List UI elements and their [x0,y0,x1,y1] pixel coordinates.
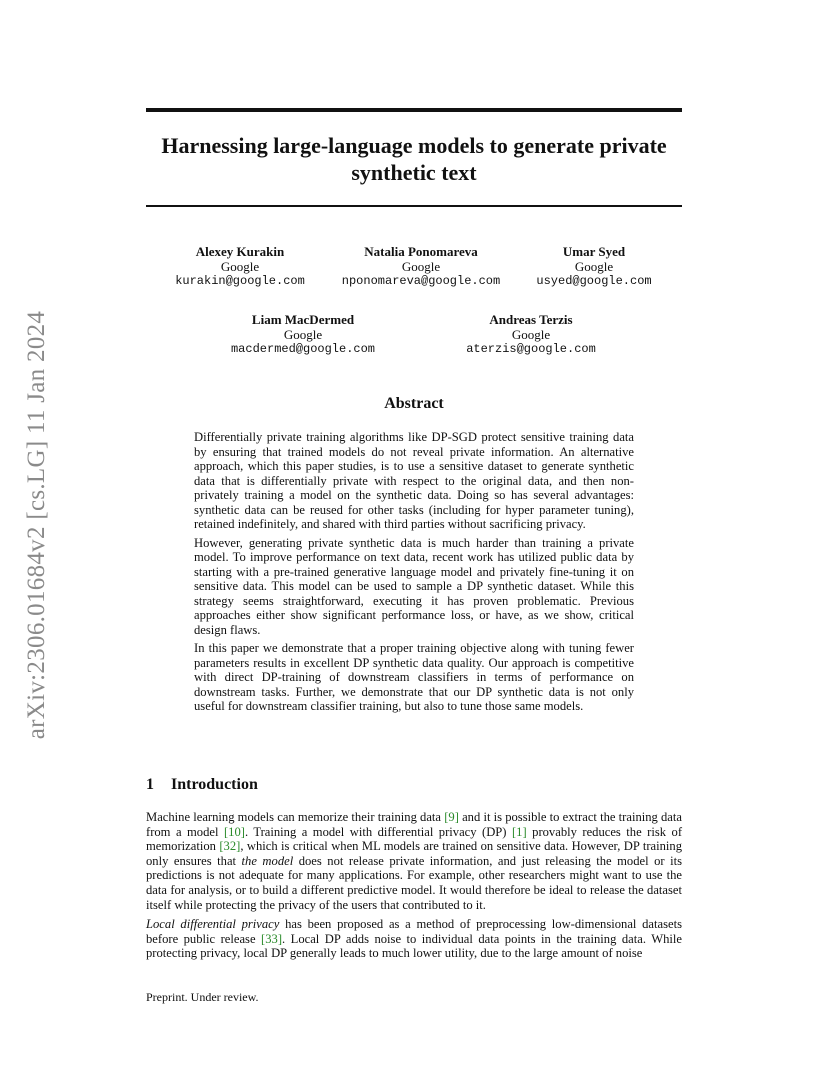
author-affiliation: Google [283,327,323,342]
author-block [529,244,659,289]
author-block [336,244,506,289]
intro-paragraph: Machine learning models can memorize their training data [9] and it is possible to extract the training data from a model [10]. Training a model with differential privacy (DP) [1] provably reduces the risk of memorization [32], which is critical when ML models are trained on sensitive data. However, DP training only ensures that the model does not release private information, and just releasing the model or its predictions is not adequate for many applications. For example, other researchers might want to use the data for analysis, or to build a different predictive model. It would therefore be ideal to release the dataset itself while protecting the privacy of the users that contributed to it. [146,810,683,912]
abstract-heading: Abstract [384,395,444,412]
preprint-note: Preprint. Under review. [146,990,259,1004]
paper-title: Harnessing large-language models to generate private synthetic text [161,133,667,185]
abstract-paragraph: However, generating private synthetic data is much harder than training a private model. To improve performance on text data, recent work has utilized public data by starting with a pre-trained generative language model and privately fine-tuning it on sensitive data. This model can be used to sample a DP synthetic dataset. While this strategy seems straightforward, executing it has proven problematic. Previous approaches either show significant performance loss, or have, as we show, critical design flaws. [194,535,634,637]
arxiv-identifier: arXiv:2306.01684v2 [cs.LG] 11 Jan 2024 [23,310,50,740]
author-affiliation: Google [511,327,551,342]
author-name: Umar Syed [562,244,626,259]
author-affiliation: Google [220,259,260,274]
abstract-body [194,430,634,718]
author-block [173,244,307,289]
author-affiliation: Google [574,259,614,274]
citation-link[interactable]: [32] [219,839,241,854]
author-email[interactable]: nponomareva@google.com [341,274,501,288]
title-rule-top [146,108,682,112]
author-email[interactable]: usyed@google.com [536,274,652,288]
author-email[interactable]: kurakin@google.com [175,274,305,288]
emphasis-text: the model [241,853,294,868]
author-block [226,312,380,357]
section-heading [146,776,258,794]
author-block [461,312,601,357]
author-name: Andreas Terzis [489,312,573,327]
section-number: 1 [146,776,154,793]
introduction-body [146,810,682,966]
emphasis-text: Local differential privacy [146,917,280,932]
paper-page [146,0,682,1072]
author-name: Liam MacDermed [251,312,355,327]
author-name: Alexey Kurakin [195,244,285,259]
author-affiliation: Google [401,259,441,274]
abstract-paragraph: In this paper we demonstrate that a proper training objective along with tuning fewer parameters results in excellent DP synthetic data quality. Our approach is competitive with direct DP-training of downstream classifiers in terms of performance on downstream tasks. Further, we demonstrate that our DP synthetic data is not only useful for downstream classifier training, but also to tune those same models. [194,641,634,713]
title-rule-bottom [146,205,682,207]
abstract-paragraph: Differentially private training algorithms like DP-SGD protect sensitive training data by ensuring that trained models do not reveal private information. An alternative approach, which this paper studies, is to use a sensitive dataset to generate synthetic data that is differentially private with respect to the original data, and then non-privately training a model on the synthetic data. Doing so has several advantages: synthetic data can be reused for other tasks (including for hyper parameter tuning), retained indefinitely, and shared with third parties without sacrificing privacy. [194,430,634,531]
author-email[interactable]: aterzis@google.com [466,342,596,356]
citation-link[interactable]: [1] [511,824,527,839]
citation-link[interactable]: [9] [444,810,459,824]
section-title: Introduction [171,776,258,793]
intro-paragraph: Local differential privacy has been proposed as a method of preprocessing low-dimensional datasets before public release [33]. Local DP adds noise to individual data points in the training data. While protecting privacy, local DP generally leads to much lower utility, due to the large amount of noise [146,917,683,961]
author-email[interactable]: macdermed@google.com [230,342,376,356]
author-name: Natalia Ponomareva [364,244,478,259]
citation-link[interactable]: [10] [223,824,245,839]
citation-link[interactable]: [33] [261,931,283,946]
